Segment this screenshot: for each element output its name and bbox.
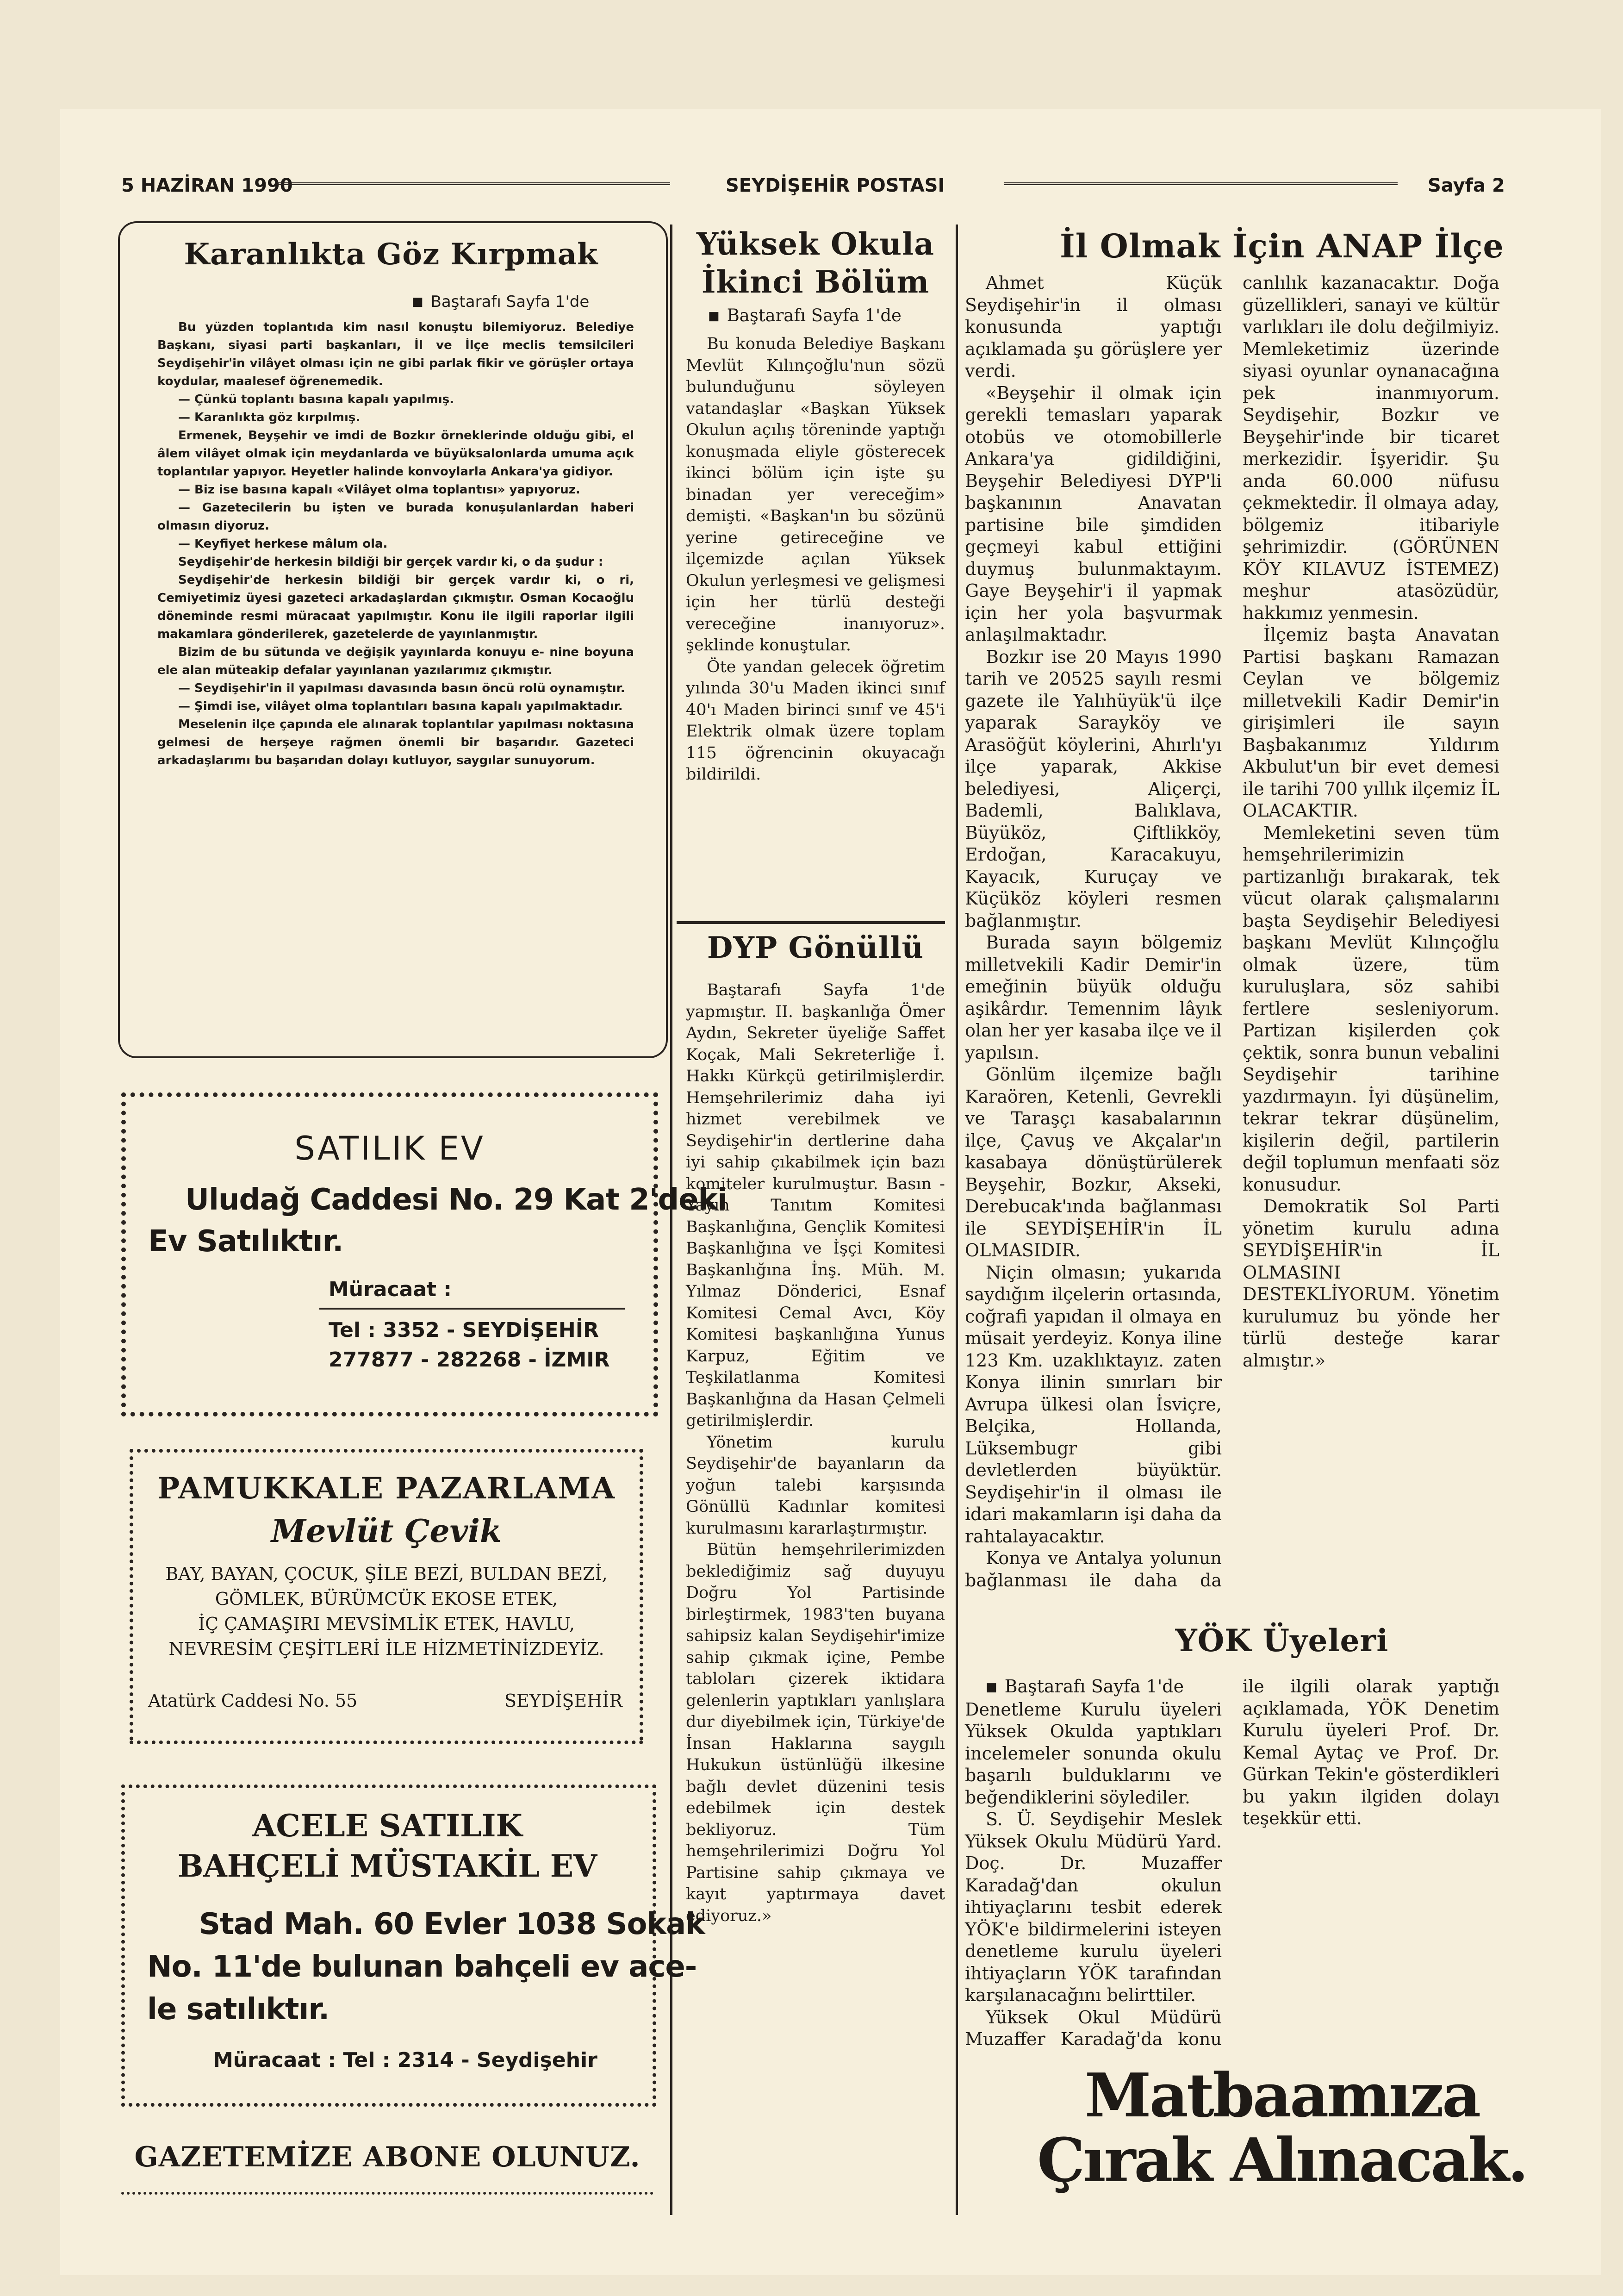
yuksek-okula-title: Yüksek Okula	[696, 226, 934, 262]
yuksek-okula-paragraph: Bu konuda Belediye Başkanı Mevlüt Kılınçoğlu'nun sözü bulunduğunu söyleyen vatandaşlar «Başkan Yüksek Okulun açılış töreninde yaptığı konuşmada eliyle gösterecek ikinci bölüm için işte şu binadan yer vereceğim» demişti. «Başkan'ın bu sözünü yerine getireceğine ve ilçemizde açılan Yüksek Okulun yerleşmesi ve gelişmesi için her türlü desteği vereceğine inanıyoruz». şeklinde konuştular.	[686, 335, 945, 655]
satilik-ev-title: SATILIK EV	[294, 1129, 485, 1167]
acele-line3: le satılıktır.	[147, 1992, 330, 2027]
acele-title: ACELE SATILIK	[252, 1808, 522, 1844]
dyp-paragraph: Bütün hemşehrilerimizden beklediğimiz sağ duyuyu Doğru Yol Partisinde birleştirmek, 1983'ten buyana sahipsiz kalan Seydişehir'imize sahip çıkmak içine, Pembe tabloları çizerek iktidara gelenlerin yaptıkları yanlışlara dur diyebilmek için, Türkiye'de İnsan Haklarına saygılı Hukukun üstünlüğü ilkesine bağlı devlet düzenini tesis edebilmek için destek bekliyoruz. Tüm hemşehrilerimizi Doğru Yol Partisine sahip çıkmaya ve kayıt yaptırmaya davet ediyoruz.»	[686, 1541, 945, 1925]
subscribe-banner: GAZETEMİZE ABONE OLUNUZ.	[134, 2141, 640, 2173]
yok-uyeleri-body	[965, 1676, 1499, 2069]
yuksek-okula-paragraph: Öte yandan gelecek öğretim yılında 30'u Maden ikinci sınıf 40'ı Maden birinci sınıf ve 45'i Elektrik olmak üzere toplam 115 öğrencinin okuyacağı bildirildi.	[686, 657, 945, 784]
yuksek-okula-body	[686, 333, 945, 786]
karanlikta-paragraph: — Gazetecilerin bu işten ve burada konuşulanlardan haberi olmasın diyoruz.	[157, 501, 634, 533]
pamukkale-address: Atatürk Caddesi No. 55	[148, 1691, 358, 1711]
il-olmak-paragraph: Demokratik Sol Parti yönetim kurulu adına SEYDİŞEHİR'in İL OLMASINI DESTEKLİYORUM. Yönetim kurulumuz bu yönde her türlü desteğe karar almıştır.»	[1243, 1196, 1499, 1371]
karanlikta-paragraph: — Keyfiyet herkese mâlum ola.	[178, 537, 388, 551]
acele-line2: No. 11'de bulunan bahçeli ev ace-	[147, 1950, 697, 1984]
il-olmak-title: İl Olmak İçin ANAP İlçe	[1060, 227, 1504, 265]
satilik-ev-phone1: Tel : 3352 - SEYDİŞEHİR	[329, 1318, 599, 1342]
yok-paragraph: S. Ü. Seydişehir Meslek Yüksek Okulu Müdürü Yard. Doç. Dr. Muzaffer Karadağ'dan okulun ihtiyaçlarını tesbit ederek YÖK'e bildirmelerini isteyen denetleme kurulu üyeleri ihtiyaçların YÖK tarafından karşılanacağını belirttiler.	[965, 1809, 1222, 2005]
pamukkale-title: PAMUKKALE PAZARLAMA	[157, 1471, 616, 1506]
karanlikta-paragraph: Seydişehir'de herkesin bildiği bir gerçek vardır ki, o da şudur :	[178, 555, 603, 569]
il-olmak-paragraph: Memleketini seven tüm hemşehrilerimizin partizanlığı bırakarak, tek vücut olarak çalışmalarını başta Seydişehir Belediyesi başkanı Mevlüt Kılınçoğlu olmak üzere, tüm kuruluşlara, söz sahibi fertlere sesleniyorum. Partizan kişilerden çok çektik, sonra bunun vebalini Seydişehir tarihine yazdırmayın. İyi düşünelim, tekrar tekrar düşünelim, kişilerin değil, partilerin değil toplumun menfaati söz konusudur.	[1243, 822, 1499, 1195]
il-olmak-paragraph: Bozkır ise 20 Mayıs 1990 tarih ve 20525 sayılı resmi gazete ile Yalıhüyük'ü ilçe yaparak Sarayköy ve Arasöğüt köylerini, Ahırlı'yı ilçe yaparak, Akkise belediyesi, Aliçerçi, Bademli, Balıklava, Büyüköz, Çiftlikköy, Erdoğan, Karacakuyu, Kayacık, Kuruçay ve Küçüköz köyleri resmen bağlanmıştır.	[965, 646, 1222, 931]
issue-date: 5 HAZİRAN 1990	[121, 175, 293, 196]
yok-paragraph: Yüksek Okul Müdürü Muzaffer Karadağ'da konu ile ilgili olarak yaptığı açıklamada, YÖK Denetim Kurulu üyeleri Prof. Dr. Kemal Aytaç ve Prof. Dr. Gürkan Tekin'e gösterdikleri bu yakın ilgiden dolayı teşekkür etti.	[965, 1676, 1499, 2049]
karanlikta-paragraph: — Seydişehir'in il yapılması davasında basın öncü rolü oynamıştır.	[178, 681, 625, 695]
karanlikta-continued: ■ Baştarafı Sayfa 1'de	[412, 293, 589, 311]
il-olmak-paragraph: Niçin olmasın; yukarıda saydığım ilçelerin ortasında, coğrafi yapıdan il olmaya en müsait yerdeyiz. Konya iline 123 Km. uzaklıktayız. zaten Konya ilinin sınırları bir Avrupa ülkesi olan İsviçre, Belçika, Hollanda, Lüksembugr gibi devletlerden büyüktür. Seydişehir'in il olması ile idari makamların işi daha da rahtalayacaktır.	[965, 1262, 1222, 1547]
column-rule-2	[956, 225, 958, 2215]
acele-subtitle: BAHÇELİ MÜSTAKİL EV	[177, 1848, 597, 1884]
satilik-ev-underline	[319, 1308, 625, 1310]
dyp-gonullu-title: DYP Gönüllü	[707, 930, 924, 965]
il-olmak-paragraph: İlçemiz başta Anavatan Partisi başkanı Ramazan Ceylan ve bölgemiz milletvekili Kadir Demir'in girişimleri ile sayın Başbakanımız Yıldırım Akbulut'un bir evet demesi ile tarihi 700 yıllık ilçemiz İL OLACAKTIR.	[1243, 624, 1499, 821]
karanlikta-paragraph: Bu yüzden toplantıda kim nasıl konuştu bilemiyoruz. Belediye Başkanı, siyasi parti başkanları, İl ve İlçe meclis temsilcileri Seydişehir'in vilâyet olması için ne gibi parlak fikir ve görüşler ortaya koydular, maalesef öğrenemedik.	[157, 320, 634, 388]
pamukkale-line2: GÖMLEK, BÜRÜMCÜK EKOSE ETEK,	[215, 1589, 558, 1609]
yok-paragraph: Denetleme Kurulu üyeleri Yüksek Okulda yaptıkları incelemeler sonunda okulu başarılı bulduklarını ve beğendiklerini söylediler.	[965, 1699, 1222, 1808]
karanlikta-paragraph: — Şimdi ise, vilâyet olma toplantıları basına kapalı yapılmaktadır.	[178, 699, 623, 713]
pamukkale-city: SEYDİŞEHİR	[504, 1691, 622, 1711]
dyp-separator	[677, 921, 945, 924]
pamukkale-border-bottom	[130, 1741, 643, 1744]
karanlikta-paragraph: — Biz ise basına kapalı «Vilâyet olma toplantısı» yapıyoruz.	[178, 483, 580, 497]
pamukkale-owner: Mevlüt Çevik	[271, 1513, 502, 1550]
karanlikta-paragraph: Bizim de bu sütunda ve değişik yayınlarda konuyu e- nine boyuna ele alan müteakip defalar yayınlanan yazılarımız çıkmıştır.	[157, 645, 634, 677]
pamukkale-line1: BAY, BAYAN, ÇOCUK, ŞİLE BEZİ, BULDAN BEZİ,	[165, 1564, 608, 1584]
yuksek-okula-continued: ■ Baştarafı Sayfa 1'de	[708, 306, 902, 325]
karanlikta-paragraph: Seydişehir'de herkesin bildiği bir gerçek vardır ki, o ri, Cemiyetimiz üyesi gazeteci arkadaşlardan çıkmıştır. Osman Kocaoğlu döneminde resmi müracaat yapılmıştır. Konu ile ilgili raporlar ilgili makamlara gönderilerek, gazetelerde de yayınlanmıştır.	[157, 573, 634, 641]
il-olmak-body	[965, 272, 1499, 1605]
acele-contact: Müracaat : Tel : 2314 - Seydişehir	[213, 2048, 597, 2072]
karanlikta-paragraph: Meselenin ilçe çapında ele alınarak toplantılar yapılması noktasına gelmesi de herşeye rağmen önemli bir başarıdır. Gazeteci arkadaşlarımı bu başarıdan dolayı kutluyor, saygılar sunuyorum.	[157, 718, 634, 767]
satilik-ev-line2: Ev Satılıktır.	[148, 1224, 343, 1259]
pamukkale-line4: NEVRESİM ÇEŞİTLERİ İLE HİZMETİNİZDEYİZ.	[168, 1639, 604, 1659]
yok-continued: ■ Baştarafı Sayfa 1'de	[965, 1676, 1222, 1699]
satilik-ev-phone2: 277877 - 282268 - İZMIR	[329, 1348, 610, 1372]
matbaa-ad-line2: Çırak Alınacak.	[1037, 2125, 1527, 2196]
karanlikta-paragraph: Ermenek, Beyşehir ve imdi de Bozkır örneklerinde olduğu gibi, el âlem vilâyet olmak için meydanlarda ve büyüksalonlarda umuma açık toplantılar yapıyor. Heyetler halinde konvoylarla Ankara'ya gidiyor.	[157, 429, 634, 479]
il-olmak-paragraph: «Beyşehir il olmak için gerekli temasları yaparak otobüs ve otomobillerle Ankara'ya gidildiğini, Beyşehir Belediyesi DYP'li başkanının Anavatan partisine bile şimdiden geçmeyi kabul ettiğini duymuş bulunmaktayım. Gaye Beyşehir'i il yapmak için her yola başvurmak anlaşılmaktadır.	[965, 382, 1222, 645]
pamukkale-line3: İÇ ÇAMAŞIRI MEVSİMLİK ETEK, HAVLU,	[198, 1614, 575, 1634]
ikinci-bolum-title: İkinci Bölüm	[701, 264, 930, 300]
karanlikta-paragraph: — Çünkü toplantı basına kapalı yapılmış.	[178, 393, 454, 406]
header-rule-left	[277, 182, 670, 185]
karanlikta-title: Karanlıkta Göz Kırpmak	[184, 237, 598, 272]
il-olmak-paragraph: Gönlüm ilçemize bağlı Karaören, Ketenli, Gevrekli ve Taraşçı kasabalarının ilçe, Çavuş ve Akçalar'ın kasabaya dönüştürülerek Beyşehir, Bozkır, Akseki, Derebucak'ında bağlanması ile SEYDİŞEHİR'in İL OLMASIDIR.	[965, 1064, 1222, 1260]
il-olmak-paragraph: Konya ve Antalya yolunun bağlanması ile daha da canlılık kazanacaktır. Doğa güzellikleri, sanayi ve kültür varlıkları ile dolu değilmiyiz. Memleketimiz üzerinde siyasi oyunlar oynanacağına pek inanmıyorum. Seydişehir, Bozkır ve Beyşehir'inde bir ticaret merkezidir. İşyeridir. Şu anda 60.000 nüfusu çekmektedir. İl olmaya aday, bölgemiz itibariyle şehrimizdir. (GÖRÜNEN KÖY KILAVUZ İSTEMEZ) meşhur atasözüdür, hakkımız yenmesin.	[965, 273, 1499, 1591]
dyp-gonullu-body	[686, 980, 945, 1927]
il-olmak-paragraph: Ahmet Küçük Seydişehir'in il olması konusunda yaptığı açıklamada şu görüşlere yer verdi.	[965, 273, 1222, 381]
il-olmak-paragraph: Burada sayın bölgemiz milletvekili Kadir Demir'in emeğinin büyük olduğu aşikârdır. Temennim lâyık olan her yer kasaba ilçe ve il yapılsın.	[965, 932, 1222, 1063]
matbaa-ad-line1: Matbaamıza	[1084, 2060, 1480, 2131]
karanlikta-body	[157, 318, 634, 770]
pamukkale-border-top	[130, 1449, 643, 1453]
dyp-paragraph: Yönetim kurulu Seydişehir'de bayanların da yoğun talebi karşısında Gönüllü Kadınlar komitesi kurulmasını kararlaştırmıştır.	[686, 1433, 945, 1538]
dyp-paragraph: Baştarafı Sayfa 1'de yapmıştır. II. başkanlığa Ömer Aydın, Sekreter üyeliğe Saffet Koçak, Mali Sekreterliğe İ. Hakkı Kürkçü getirilmişlerdir. Hemşehrilerimiz daha iyi hizmet verebilmek ve Seydişehir'in dertlerine daha iyi sahip çıkabilmek için bazı komiteler kurulmuştur. Basın - Yayın Tanıtım Komitesi Başkanlığına, Gençlik Komitesi Başkanlığına ve İşçi Komitesi Başkanlığına İnş. Müh. M. Yılmaz Dönderici, Esnaf Komitesi Cemal Avcı, Köy Komitesi başkanlığına Yunus Karpuz, Eğitim ve Teşkilatlanma Komitesi Başkanlığına da Hasan Çelmeli getirilmişlerdir.	[686, 981, 945, 1430]
paper-name: SEYDİŞEHİR POSTASI	[726, 175, 945, 196]
yok-uyeleri-title: YÖK Üyeleri	[1175, 1622, 1389, 1659]
page-number: Sayfa 2	[1428, 175, 1505, 196]
satilik-ev-contact-label: Müracaat :	[329, 1278, 452, 1301]
satilik-ev-line1: Uludağ Caddesi No. 29 Kat 2'deki	[185, 1183, 728, 1217]
header-rule-right	[1004, 182, 1398, 185]
karanlikta-paragraph: — Karanlıkta göz kırpılmış.	[178, 411, 361, 424]
acele-line1: Stad Mah. 60 Evler 1038 Sokak	[199, 1907, 705, 1941]
subscribe-wave	[121, 2192, 653, 2195]
